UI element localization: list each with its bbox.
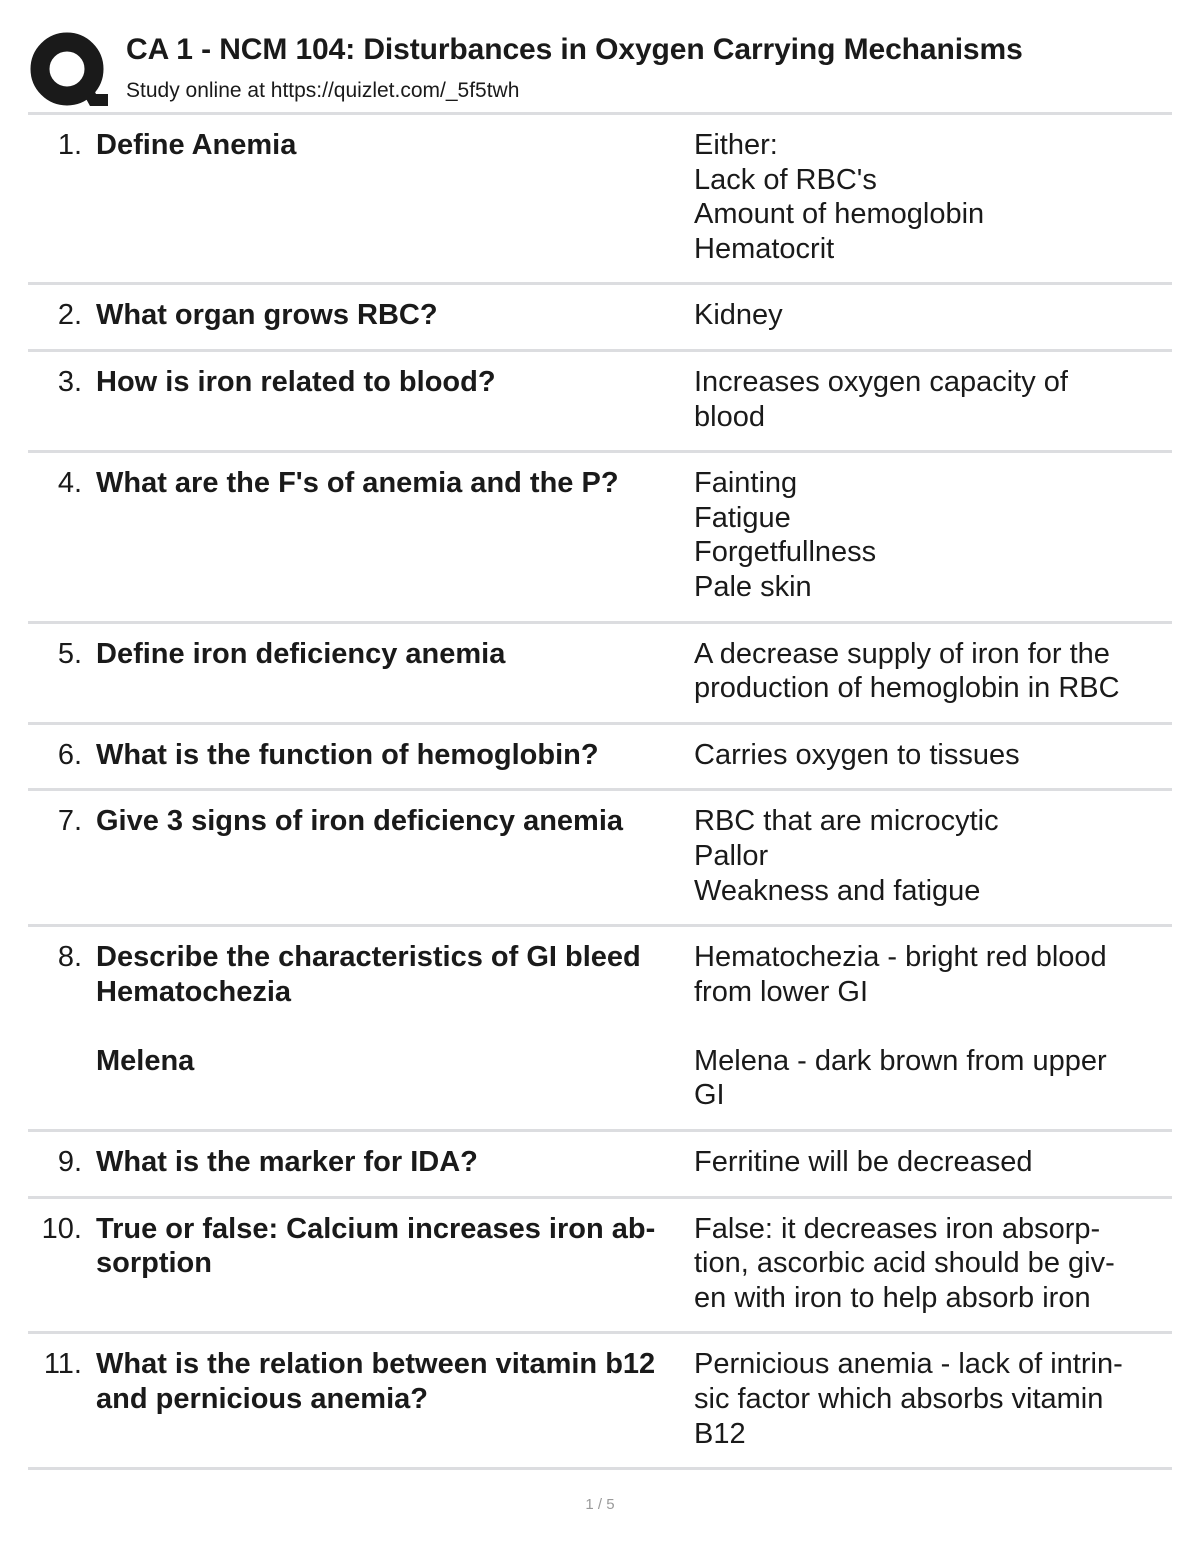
page-number: 1 / 5 <box>585 1496 615 1513</box>
flashcard-row <box>28 791 1172 927</box>
card-term: What are the F's of anemia and the P? <box>96 467 619 500</box>
card-definition: Fainting Fatigue Forgetfullness Pale skin <box>694 467 877 603</box>
card-term: What is the marker for IDA? <box>96 1146 478 1179</box>
card-term: Define Anemia <box>96 129 297 161</box>
flashcard-row <box>28 927 1172 1132</box>
flashcard-row <box>28 1199 1172 1335</box>
card-definition: Hematochezia - bright red blood from lower GI Melena - dark brown from upper GI <box>694 941 1107 1112</box>
card-definition: RBC that are microcytic Pallor Weakness and fatigue <box>694 805 999 907</box>
card-number: 9. <box>57 1146 82 1179</box>
card-definition: Pernicious anemia - lack of intrin- sic factor which absorbs vitamin B12 <box>694 1348 1123 1450</box>
card-definition: False: it decreases iron absorp- tion, ascorbic acid should be giv- en with iron to help absorb iron <box>694 1212 1115 1314</box>
card-number: 5. <box>57 637 82 670</box>
card-definition: Kidney <box>694 299 783 332</box>
flashcard-row <box>28 624 1172 725</box>
card-term: What organ grows RBC? <box>96 299 438 332</box>
card-definition: Carries oxygen to tissues <box>694 738 1020 771</box>
card-term: True or false: Calcium increases iron ab- sorption <box>96 1212 656 1280</box>
card-number: 8. <box>57 941 82 974</box>
card-number: 10. <box>41 1212 82 1245</box>
flashcard-list <box>28 112 1172 1470</box>
quizlet-logo-icon <box>30 32 108 110</box>
flashcard-row <box>28 453 1172 623</box>
flashcard-row <box>28 285 1172 352</box>
card-number: 6. <box>57 738 82 771</box>
study-online-link[interactable]: Study online at https://quizlet.com/_5f5twh <box>126 79 520 102</box>
flashcard-row <box>28 352 1172 453</box>
flashcard-row <box>28 115 1172 285</box>
card-number: 3. <box>57 365 82 398</box>
card-number: 1. <box>57 129 82 161</box>
card-number: 4. <box>57 467 82 500</box>
card-definition: Increases oxygen capacity of blood <box>694 365 1068 433</box>
card-term: Describe the characteristics of GI bleed Hematochezia Melena <box>96 941 641 1077</box>
card-number: 11. <box>43 1348 82 1381</box>
card-term: Give 3 signs of iron deficiency anemia <box>96 805 624 838</box>
flashcard-row <box>28 725 1172 792</box>
card-term: How is iron related to blood? <box>96 365 496 398</box>
card-term: What is the function of hemoglobin? <box>96 738 599 771</box>
card-term: What is the relation between vitamin b12 and pernicious anemia? <box>96 1348 656 1416</box>
card-definition: A decrease supply of iron for the production of hemoglobin in RBC <box>694 637 1120 705</box>
flashcard-row <box>28 1132 1172 1199</box>
card-number: 2. <box>57 299 82 332</box>
card-definition: Ferritine will be decreased <box>694 1146 1033 1179</box>
card-definition: Either: Lack of RBC's Amount of hemoglobin Hematocrit <box>694 129 985 265</box>
card-term: Define iron deficiency anemia <box>96 637 506 670</box>
document-header <box>28 28 1172 108</box>
document-title: CA 1 - NCM 104: Disturbances in Oxygen Carrying Mechanisms <box>126 33 1023 66</box>
card-number: 7. <box>57 805 82 838</box>
flashcard-row <box>28 1334 1172 1470</box>
